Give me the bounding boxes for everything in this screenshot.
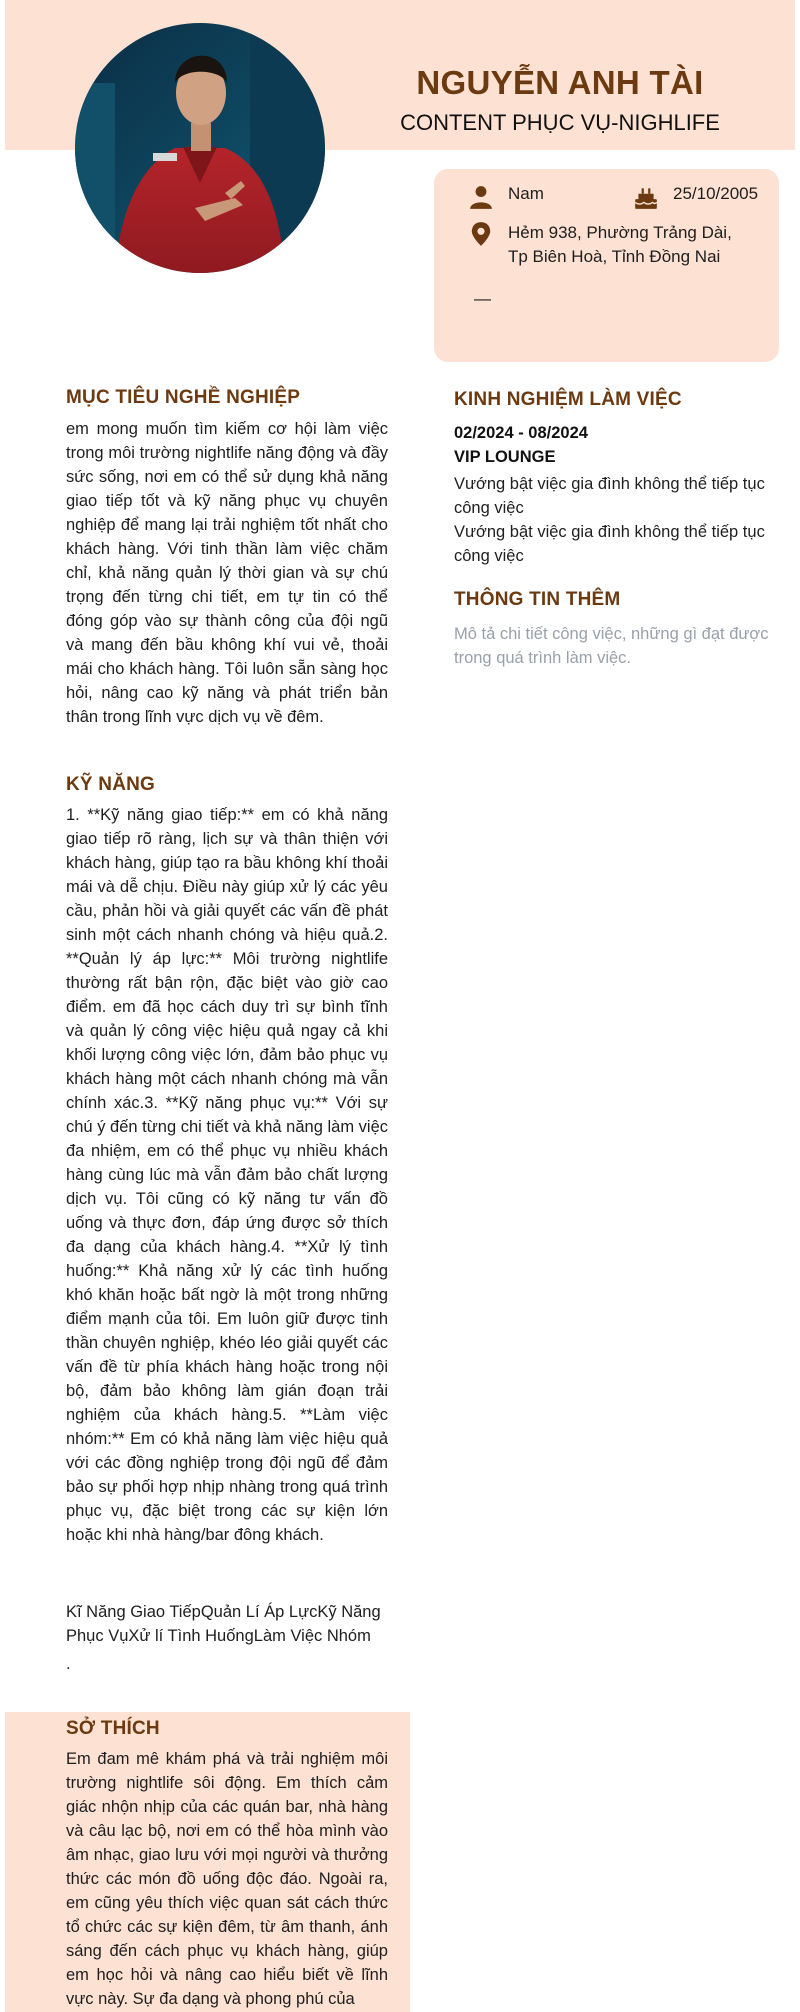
birthdate-row (633, 184, 758, 210)
avatar (75, 23, 325, 273)
personal-info-card (434, 169, 779, 362)
map-pin-icon (468, 221, 494, 247)
address-row (468, 221, 748, 269)
objective-text: em mong muốn tìm kiếm cơ hội làm việc trong môi trường nightlife năng động và đầy sức sống, nơi em có thể sử dụng khả năng giao tiếp tốt và kỹ năng phục vụ chuyên nghiệp để mang lại trải nghiệm tốt nhất cho khách hàng. Với tinh thần làm việc chăm chỉ, khả năng quản lý thời gian và sự chú trọng đến từng chi tiết, em tự tin có thể đóng góp vào sự thành công của đội ngũ và mang đến bầu không khí vui vẻ, thoải mái cho khách hàng. Tôi luôn sẵn sàng học hỏi, nâng cao kỹ năng và phát triển bản thân trong lĩnh vực dịch vụ về đêm. (66, 420, 388, 726)
avatar-photo (75, 23, 325, 273)
gender-row (468, 184, 544, 210)
info-dash: — (474, 289, 491, 308)
birthdate-value: 25/10/2005 (673, 184, 759, 203)
experience-company: VIP LOUNGE (454, 448, 556, 466)
hobbies-text: Em đam mê khám phá và trải nghiệm môi trường nightlife sôi động. Em thích cảm giác nhộn nhịp của các quán bar, nhà hàng và câu lạc bộ, nơi em có thể hòa mình vào âm nhạc, giao lưu với mọi người và thưởng thức các món đồ uống độc đáo. Ngoài ra, em cũng yêu thích việc quan sát cách thức tổ chức các sự kiện đêm, từ âm thanh, ánh sáng đến cách phục vụ khách hàng, giúp em học hỏi và nâng cao hiểu biết về lĩnh vực này. Sự đa dạng và phong phú của (66, 1750, 388, 2008)
gender-value: Nam (508, 184, 544, 203)
skills-heading: KỸ NĂNG (66, 774, 156, 795)
additional-info-placeholder[interactable]: Mô tả chi tiết công việc, những gì đạt được trong quá trình làm việc. (454, 625, 769, 667)
skills-dot: . (66, 1655, 71, 1673)
skills-text: 1. **Kỹ năng giao tiếp:** em có khả năng giao tiếp rõ ràng, lịch sự và thân thiện với khách hàng, giúp tạo ra bầu không khí thoải mái và dễ chịu. Điều này giúp xử lý các yêu cầu, phản hồi và giải quyết các vấn đề phát sinh một cách nhanh chóng và hiệu quả.2. **Quản lý áp lực:** Môi trường nightlife thường rất bận rộn, đặc biệt vào giờ cao điểm. em đã học cách duy trì sự bình tĩnh và quản lý công việc hiệu quả ngay cả khi khối lượng công việc lớn, đảm bảo phục vụ khách hàng một cách nhanh chóng mà vẫn chính xác.3. **Kỹ năng phục vụ:** Với sự chú ý đến từng chi tiết và khả năng làm việc đa nhiệm, em có thể phục vụ nhiều khách hàng cùng lúc mà vẫn đảm bảo chất lượng dịch vụ. Tôi cũng có kỹ năng tư vấn đồ uống và thực đơn, đáp ứng được sở thích đa dạng của khách hàng.4. **Xử lý tình huống:** Khả năng xử lý các tình huống khó khăn hoặc bất ngờ là một trong những điểm mạnh của tôi. Em luôn giữ được tinh thần chuyên nghiệp, khéo léo giải quyết các vấn đề từ phía khách hàng hoặc trong nội bộ, đảm bảo không làm gián đoạn trải nghiệm của khách hàng.5. **Làm việc nhóm:** Em có khả năng làm việc hiệu quả với các đồng nghiệp trong đội ngũ để đảm bảo sự phối hợp nhịp nhàng trong quá trình phục vụ, đặc biệt trong các sự kiện lớn hoặc khi nhà hàng/bar đông khách. (66, 806, 388, 1544)
experience-description: Vướng bật việc gia đình không thể tiếp tục công việc (454, 523, 765, 565)
additional-info-heading: THÔNG TIN THÊM (454, 589, 621, 610)
hobbies-heading: SỞ THÍCH (66, 1718, 160, 1739)
skills-tags: Kĩ Năng Giao TiếpQuản Lí Áp LựcKỹ Năng Phục VụXử lí Tình HuốngLàm Việc Nhóm (66, 1603, 381, 1645)
user-icon (468, 184, 494, 210)
experience-heading: KINH NGHIỆM LÀM VIỆC (454, 389, 682, 410)
experience-description: Vướng bật việc gia đình không thể tiếp tục công việc (454, 475, 765, 517)
cake-icon (633, 184, 659, 210)
candidate-name: NGUYỄN ANH TÀI (416, 64, 704, 101)
job-title: CONTENT PHỤC VỤ-NIGHLIFE (400, 110, 720, 135)
experience-date: 02/2024 - 08/2024 (454, 424, 588, 442)
objective-heading: MỤC TIÊU NGHỀ NGHIỆP (66, 387, 301, 408)
address-value: Hẻm 938, Phường Trảng Dài, Tp Biên Hoà, Tỉnh Đồng Nai (508, 223, 732, 266)
